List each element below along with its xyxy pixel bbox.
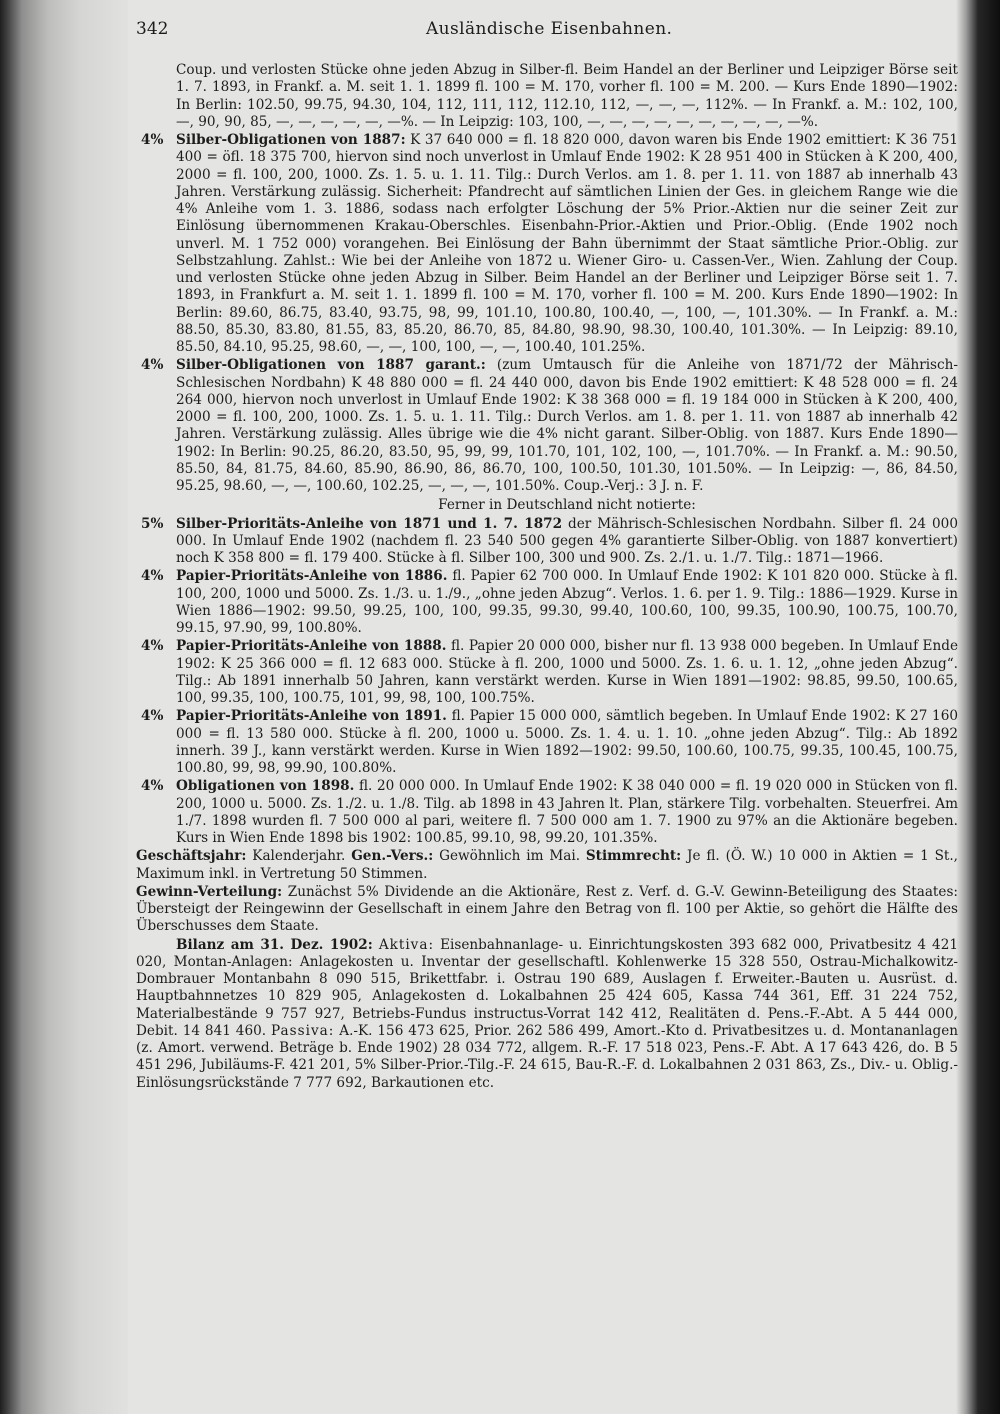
bond-text: der Mährisch-Schlesischen Nordbahn. Silber fl. 24 000 000. In Umlauf Ende 1902 (nachdem fl. 23 540 500 gegen 4% garantierte Silber-Oblig. von 1887 konvertiert) noch K 358 800 = fl. 179 400. Stücke à fl. Silber 100, 300 und 900. Zs. 2./1. u. 1./7. Tilg.: 1871—1966. — [176, 515, 958, 566]
bond-title: Papier-Prioritäts-Anleihe von 1888. — [176, 638, 447, 655]
running-title: Ausländische Eisenbahnen. — [426, 19, 673, 39]
continuation-paragraph: Coup. und verlosten Stücke ohne jeden Abzug in Silber-fl. Beim Handel an der Berliner und Leipziger Börse seit 1. 7. 1893, in Frankf. a. M. seit 1. 1. 1899 fl. 100 = M. 170, vorher fl. 100 = M. 200. — Kurs Ende 1890—1902: In Berlin: 102.50, 99.75, 94.30, 104, 112, 111, 112, 112.10, 112, —, —, —, 112%. — In Frankf. a. M.: 102, 100, —, 90, 90, 85, —, —, —, —, —, —%. — In Leipzig: 103, 100, —, —, —, —, —, —, —, —, —, —%. — [176, 62, 958, 130]
bond-title: Papier-Prioritäts-Anleihe von 1886. — [176, 568, 448, 585]
interest-rate: 4% — [141, 357, 164, 374]
bond-text: fl. 20 000 000. In Umlauf Ende 1902: K 38 040 000 = fl. 19 020 000 in Stücken von fl. 200, 1000 u. 5000. Zs. 1./2. u. 1./8. Tilg. ab 1898 in 43 Jahren lt. Plan, stärkere Tilg. vorbehalten. Steuerfrei. Am 1./7. 1898 wurden fl. 7 500 000 al pari, weitere fl. 7 500 000 am 1. 7. 1900 zu 97% an die Aktionäre begeben. Kurs in Wien Ende 1898 bis 1902: 100.85, 99.10, 98, 99.20, 101.35%. — [176, 778, 958, 846]
bond-text: K 37 640 000 = fl. 18 820 000, davon waren bis Ende 1902 emittiert: K 36 751 400 = öfl. 18 375 700, hiervon sind noch unverlost in Umlauf Ende 1902: K 28 951 400 in Stücken à K 200, 400, 2000 = fl. 100, 200, 1000. Zs. 1. 5. u. 1. 11. Tilg.: Durch Verlos. am 1. 8. per 1. 11. von 1887 ab innerhalb 43 Jahren. Verstärkung zulässig. Sicherheit: Pfandrecht auf sämtlichen Linien der Ges. in gleichem Range wie die 4% Anleihe vom 1. 3. 1886, sodass nach erfolgter Löschung der 5% Prior.-Aktien nur die seiner Zeit zur Einlösung übernommenen Krakau-Oberschles. Eisenbahn-Prior.-Aktien und Prior.-Oblig. (Ende 1902 noch unverl. M. 1 752 000) vorangehen. Bei Einlösung der Bahn übernimmt der Staat sämtliche Prior.-Oblig. zur Selbstzahlung. Zahlst.: Wie bei der Anleihe von 1872 u. Wiener Giro- u. Cassen-Ver., Wien. Zahlung der Coup. und verlosten Stücke ohne jeden Abzug in Silber. Beim Handel an der Berliner und Leipziger Börse seit 1. 7. 1893, in Frankfurt a. M. seit 1. 1. 1899 fl. 100 = M. 170, vorher fl. 100 = M. 200. Kurs Ende 1890—1902: In Berlin: 89.60, 86.75, 83.40, 93.75, 98, 99, 101.10, 100.80, 100.40, —, 100, —, 101.30%. — In Frankf. a. M.: 88.50, 85.30, 83.80, 81.55, 83, 85.20, 86.70, 85, 84.80, 98.90, 98.30, 100.40, 101.30%. — In Leipzig: 89.10, 85.50, 84.10, 95.25, 98.60, —, —, 100, 100, —, —, 100.40, 101.25%. — [176, 132, 958, 355]
bond-text: fl. Papier 62 700 000. In Umlauf Ende 1902: K 101 820 000. Stücke à fl. 100, 200, 1000 und 5000. Zs. 1./3. u. 1./9., „ohne jeden Abzug“. Verlos. 1. 6. per 1. 9. Tilg.: 1886—1929. Kurse in Wien 1886—1902: 99.50, 99.25, 100, 100, 99.35, 99.30, 99.40, 100.60, 100, 99.35, 100.90, 100.75, 100.70, 99.15, 97.90, 99, 100.80%. — [176, 568, 958, 636]
page-number: 342 — [136, 19, 169, 39]
bond-entry-papier-1886 — [136, 568, 958, 637]
page-header — [136, 14, 958, 44]
bond-entry-oblig-1898 — [136, 778, 958, 847]
bilanz-paragraph — [136, 937, 958, 1092]
gewinn-verteilung-label: Gewinn-Verteilung: — [136, 883, 283, 900]
bond-entry-silber-prior-1871 — [136, 516, 958, 568]
interest-rate: 5% — [141, 515, 164, 532]
bond-title: Papier-Prioritäts-Anleihe von 1891. — [176, 708, 447, 725]
section-separator: Ferner in Deutschland nicht notierte: — [438, 497, 696, 514]
aktiva-text: Eisenbahnanlage- u. Einrichtungskosten 393 682 000, Privatbesitz 4 421 020, Montan-Anlagen: Anlagekosten u. Inventar der gesellschaftl. Kohlenwerke 15 328 550, Ostrau-Michalkowitz-Dombrauer Montanbahn 8 090 515, Brikettfabr. i. Ostrau 190 689, Auslagen f. Erweiter.-Bauten u. Ausrüst. d. Hauptbahnnetzes 10 829 905, Anlagekosten d. Lokalbahnen 25 424 605, Kassa 744 361, Eff. 31 224 752, Materialbestände 9 757 927, Betriebs-Fundus instructus-Vorrat 142 412, Realitäten d. Pens.-F.-Abt. A 5 444 000, Debit. 14 841 460. — [136, 936, 958, 1039]
bond-entry-papier-1888 — [136, 638, 958, 707]
gen-vers-label: Gen.-Vers.: — [351, 848, 434, 865]
passiva-text: A.-K. 156 473 625, Prior. 262 586 499, Amort.-Kto d. Privatbesitzes u. d. Montananlagen (z. Amort. verwend. Beträge b. Ende 1902) 28 034 772, allgem. R.-F. 17 518 023, Pens.-F. Abt. A 17 643 426, do. B 5 451 296, Jubiläums-F. 421 201, 5% Silber-Prior.-Tilg.-F. 24 615, Bau-R.-F. d. Lokalbahnen 2 031 863, Zs., Div.- u. Oblig.-Einlösungsrückstände 7 777 692, Barkautionen etc. — [136, 1022, 958, 1091]
interest-rate: 4% — [141, 568, 164, 585]
page-body — [136, 62, 958, 1092]
geschaeftsjahr-paragraph — [136, 848, 958, 883]
bond-entry-silber-1887-garant — [136, 357, 958, 495]
interest-rate: 4% — [141, 638, 164, 655]
scan-binding-shadow — [0, 0, 128, 1414]
bond-text: (zum Umtausch für die Anleihe von 1871/72 der Mährisch-Schlesischen Nordbahn) K 48 880 000 = fl. 24 440 000, davon bis Ende 1902 emittiert: K 48 528 000 = fl. 24 264 000, hiervon noch unverlost in Umlauf Ende 1902: K 38 368 000 = fl. 19 184 000 in Stücken à K 200, 400, 2000 = fl. 100, 200, 1000. Zs. 1. 5. u. 1. 11. Tilg.: Durch Verlos. am 1. 8. per 1. 11. von 1887 ab innerhalb 42 Jahren. Verstärkung zulässig. Alles übrige wie die 4% nicht garant. Silber-Oblig. von 1887. Kurs Ende 1890—1902: In Berlin: 90.25, 86.20, 83.50, 95, 99, 99, 101.70, 101, 102, 100, —, 101.70%. — In Frankf. a. M.: 90.50, 85.50, 84, 81.75, 84.60, 85.90, 86.90, 86, 86.70, 100, 100.50, 101.30, 101.50%. — In Leipzig: —, 86, 84.50, 95.25, 98.60, —, —, 100.60, 102.25, —, —, —, 101.50%. Coup.-Verj.: 3 J. n. F. — [176, 357, 958, 494]
stimmrecht-label: Stimmrecht: — [585, 848, 682, 865]
bilanz-label: Bilanz am 31. Dez. 1902: — [176, 936, 373, 953]
aktiva-label: Aktiva: — [378, 936, 435, 953]
bond-text: fl. Papier 20 000 000, bisher nur fl. 13 938 000 begeben. In Umlauf Ende 1902: K 25 366 000 = fl. 12 683 000. Stücke à fl. 200, 1000 und 5000. Zs. 1. 6. u. 1. 12, „ohne jeden Abzug“. Tilg.: Ab 1891 innerhalb 50 Jahren, kann verstärkt werden. Kurse in Wien 1891—1902: 98.85, 99.50, 100.65, 100, 99.35, 100, 100.75, 101, 99, 98, 100, 100.75%. — [176, 638, 958, 706]
stimmrecht-text: Je fl. (Ö. W.) 10 000 in Aktien = 1 St., Maximum inkl. in Vertretung 50 Stimmen. — [136, 848, 958, 882]
bond-title: Silber-Obligationen von 1887: — [176, 132, 406, 148]
passiva-label: Passiva: — [271, 1022, 335, 1039]
geschaeftsjahr-label: Geschäftsjahr: — [136, 848, 247, 865]
gen-vers-text: Gewöhnlich im Mai. — [433, 848, 586, 865]
interest-rate: 4% — [141, 708, 164, 725]
bond-title: Silber-Prioritäts-Anleihe von 1871 und 1. 7. 1872 — [176, 515, 563, 532]
document-page — [136, 14, 958, 1409]
interest-rate: 4% — [141, 778, 164, 795]
bond-entry-papier-1891 — [136, 708, 958, 777]
scan-edge-shadow — [956, 0, 1000, 1414]
gewinn-verteilung-paragraph — [136, 884, 958, 936]
bond-title: Silber-Obligationen von 1887 garant.: — [176, 357, 486, 374]
geschaeftsjahr-text: Kalenderjahr. — [246, 848, 352, 865]
bond-title: Obligationen von 1898. — [176, 778, 355, 795]
interest-rate: 4% — [141, 132, 164, 148]
gewinn-verteilung-text: Zunächst 5% Dividende an die Aktionäre, Rest z. Verf. d. G.-V. Gewinn-Beteiligung des Staates: Übersteigt der Reingewinn der Gesellschaft in einem Jahre den Betrag von fl. 100 per Aktie, so gehört die Hälfte des Überschusses dem Staate. — [136, 883, 958, 935]
bond-text: fl. Papier 15 000 000, sämtlich begeben. In Umlauf Ende 1902: K 27 160 000 = fl. 13 580 000. Stücke à fl. 200, 1000 u. 5000. Zs. 1. 4. u. 1. 10. „ohne jeden Abzug“. Tilg.: Ab 1892 innerh. 39 J., kann verstärkt werden. Kurse in Wien 1892—1902: 99.50, 100.60, 100.75, 99.35, 100.45, 100.75, 100.80, 99, 98, 99.90, 100.80%. — [176, 708, 958, 776]
bond-entry-silber-1887 — [136, 132, 958, 356]
